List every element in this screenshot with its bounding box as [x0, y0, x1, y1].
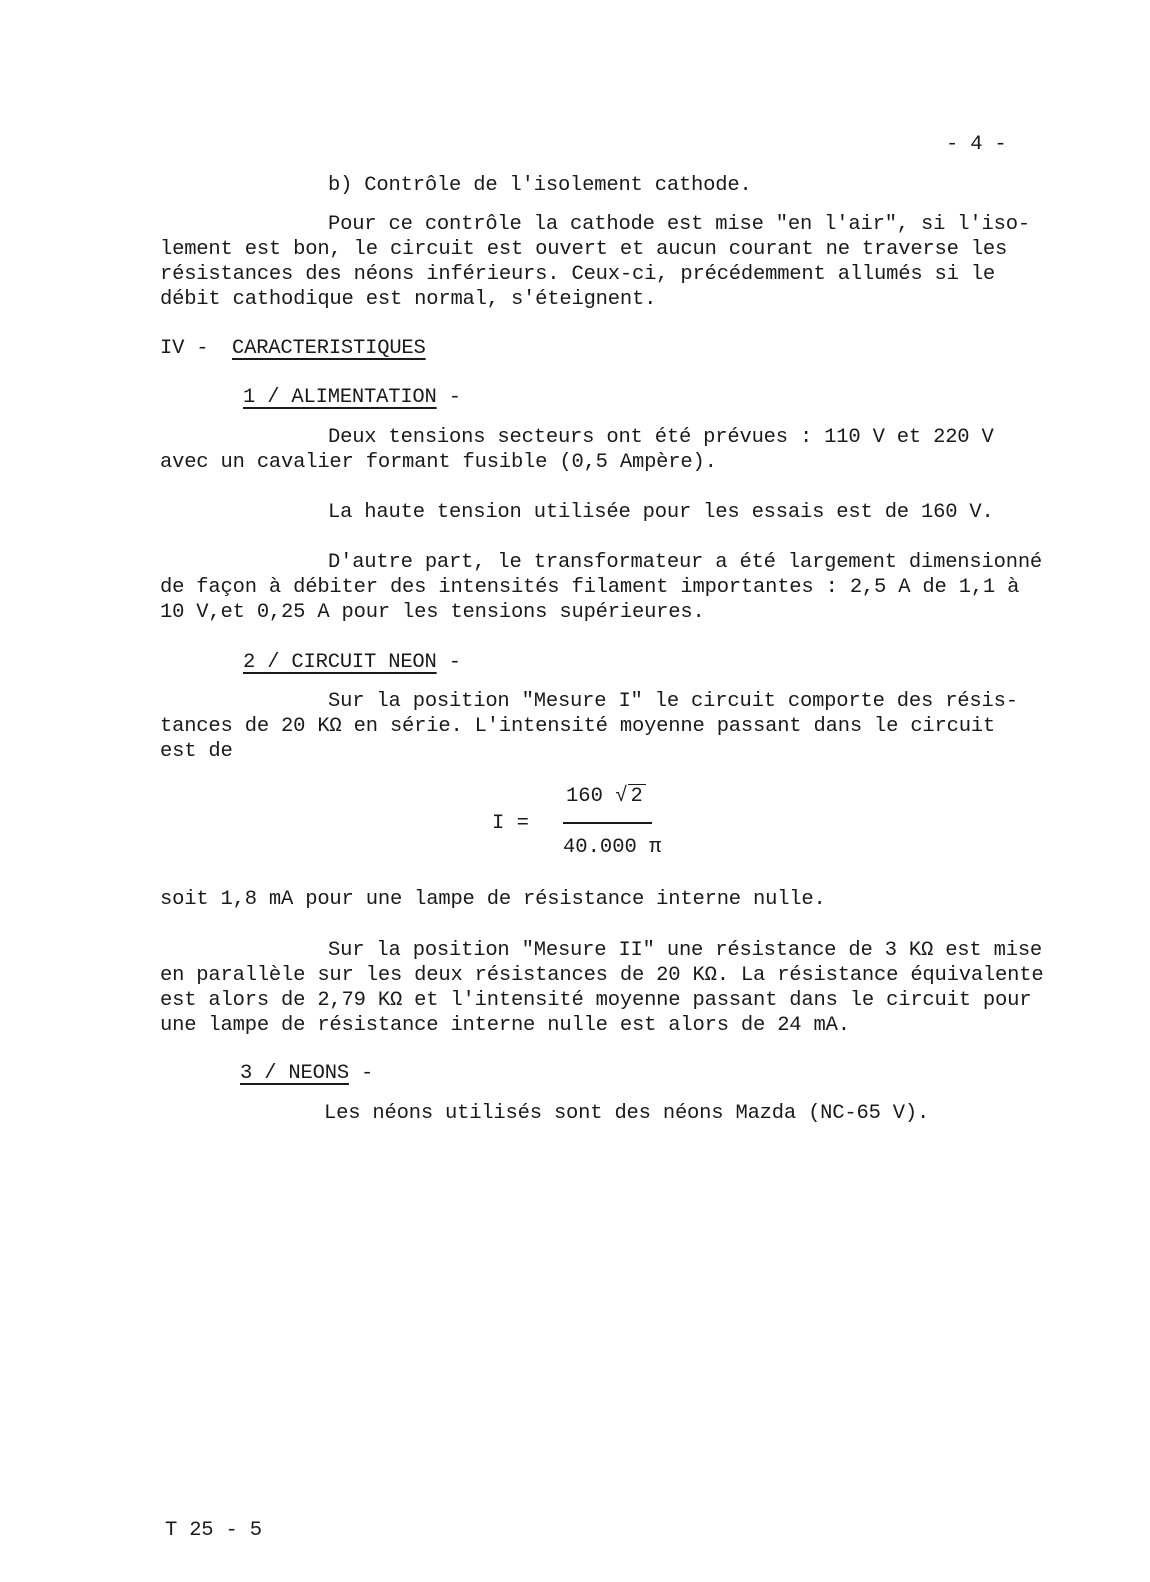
- sub2-p3-line: Sur la position "Mesure II" une résistance de 3 KΩ est mise: [328, 939, 1043, 962]
- formula-num-prefix: 160: [566, 785, 603, 808]
- section-b-line: débit cathodique est normal, s'éteignent.: [160, 288, 657, 311]
- sub1-p3-line: D'autre part, le transformateur a été largement dimensionné: [328, 551, 1043, 574]
- page-number: - 4 -: [946, 133, 1007, 156]
- sub1-title: 1 / ALIMENTATION: [243, 386, 437, 409]
- fraction-bar: [563, 822, 652, 824]
- section-b-heading: b) Contrôle de l'isolement cathode.: [328, 174, 752, 197]
- sub2-p3-line: une lampe de résistance interne nulle est alors de 24 mA.: [160, 1014, 850, 1037]
- sub3-title: 3 / NEONS: [240, 1062, 349, 1085]
- sub3-heading: [240, 1061, 373, 1086]
- sqrt-symbol: √ 2: [615, 785, 646, 808]
- section-iv-numeral: IV -: [160, 337, 209, 360]
- sub2-p1-line: tances de 20 KΩ en série. L'intensité moyenne passant dans le circuit: [160, 715, 996, 738]
- sub1-p1-line: Deux tensions secteurs ont été prévues : 110 V et 220 V: [328, 426, 994, 449]
- section-b-line: résistances des néons inférieurs. Ceux-ci, précédemment allumés si le: [160, 263, 996, 286]
- sub2-p1-line: Sur la position "Mesure I" le circuit comporte des résis-: [328, 690, 1018, 713]
- sub1-p3-line: 10 V,et 0,25 A pour les tensions supérieures.: [160, 601, 705, 624]
- section-b-line: lement est bon, le circuit est ouvert et aucun courant ne traverse les: [160, 238, 1008, 261]
- sub1-heading: [243, 385, 461, 410]
- sub2-title: 2 / CIRCUIT NEON: [243, 651, 437, 674]
- footer-reference: T 25 - 5: [165, 1519, 262, 1542]
- section-iv-title: CARACTERISTIQUES: [232, 337, 426, 360]
- sub1-p3-line: de façon à débiter des intensités filament importantes : 2,5 A de 1,1 à: [160, 576, 1020, 599]
- sub1-p2: La haute tension utilisée pour les essais est de 160 V.: [328, 501, 994, 524]
- sub2-p3-line: en parallèle sur les deux résistances de 20 KΩ. La résistance équivalente: [160, 964, 1044, 987]
- section-b-line: Pour ce contrôle la cathode est mise "en l'air", si l'iso-: [328, 213, 1030, 236]
- sub2-p3-line: est alors de 2,79 KΩ et l'intensité moyenne passant dans le circuit pour: [160, 989, 1032, 1012]
- sub2-p1-line: est de: [160, 740, 233, 763]
- formula-radicand: 2: [628, 784, 646, 808]
- sub3-p1: Les néons utilisés sont des néons Mazda (NC-65 V).: [324, 1102, 930, 1125]
- formula-lhs: I =: [492, 812, 529, 835]
- sub3-dash: -: [348, 1062, 374, 1085]
- sub1-p1-line: avec un cavalier formant fusible (0,5 Ampère).: [160, 451, 717, 474]
- sub2-p2: soit 1,8 mA pour une lampe de résistance interne nulle.: [160, 888, 826, 911]
- sub2-heading: [243, 650, 461, 675]
- sub1-dash: -: [436, 386, 461, 409]
- formula-denominator: 40.000 π: [563, 836, 662, 859]
- formula-numerator: [566, 785, 646, 808]
- sub2-dash: -: [436, 651, 461, 674]
